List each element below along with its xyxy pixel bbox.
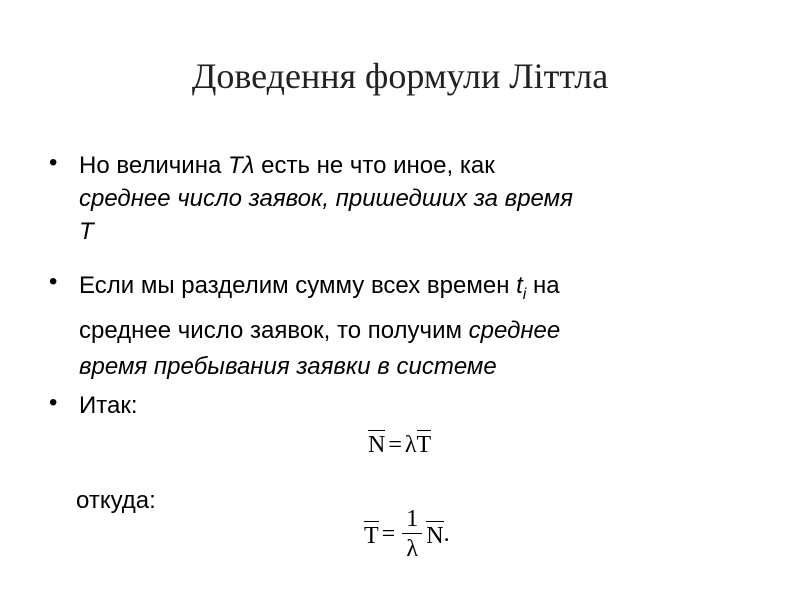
formula-littles-law: [368, 428, 431, 464]
subscript-run: i: [522, 285, 527, 303]
fraction-numerator: 1: [402, 505, 422, 534]
formula-lambda: λ: [404, 432, 417, 458]
bullet-text: [79, 389, 729, 422]
bullet-line: [79, 268, 729, 313]
formula-n-bar: N: [426, 519, 443, 550]
formula-equals: =: [388, 432, 402, 458]
formula-mean-time: [364, 505, 450, 575]
fraction-denominator: λ: [406, 536, 419, 562]
formula-n-bar: N: [368, 428, 385, 459]
bullet-line: время пребывания заявки в системе: [79, 352, 497, 380]
text-run: есть не что иное, как: [254, 152, 495, 179]
formula-t-bar: T: [417, 428, 432, 459]
bullet-text: [79, 149, 729, 248]
formula-period: .: [443, 521, 450, 547]
italic-run: Tλ: [227, 152, 255, 179]
italic-run: среднее: [468, 316, 561, 344]
italic-run: t: [516, 272, 523, 299]
text-run: на: [526, 272, 560, 299]
bullet-line: Итак:: [79, 392, 138, 419]
bullet-dot: •: [49, 268, 58, 295]
bullet-line: T: [79, 218, 94, 245]
bullet-dot: •: [49, 149, 58, 176]
formula-t-bar: T: [364, 519, 379, 550]
bullet-dot: •: [49, 389, 58, 416]
text-run: Но величина: [79, 152, 228, 179]
text-run: Если мы разделим сумму всех времен: [79, 272, 517, 299]
bullet-line: среднее число заявок, пришедших за время: [79, 185, 573, 212]
bullet-line: [79, 149, 729, 182]
slide-title: Доведення формули Літтла: [191, 56, 609, 96]
otkuda-label: откуда:: [76, 487, 156, 514]
formula-fraction: [402, 505, 422, 564]
bullet-text: [79, 268, 729, 385]
formula-equals: =: [381, 521, 396, 547]
text-run: среднее число заявок, то получим: [79, 316, 469, 344]
bullet-line: [79, 313, 729, 349]
